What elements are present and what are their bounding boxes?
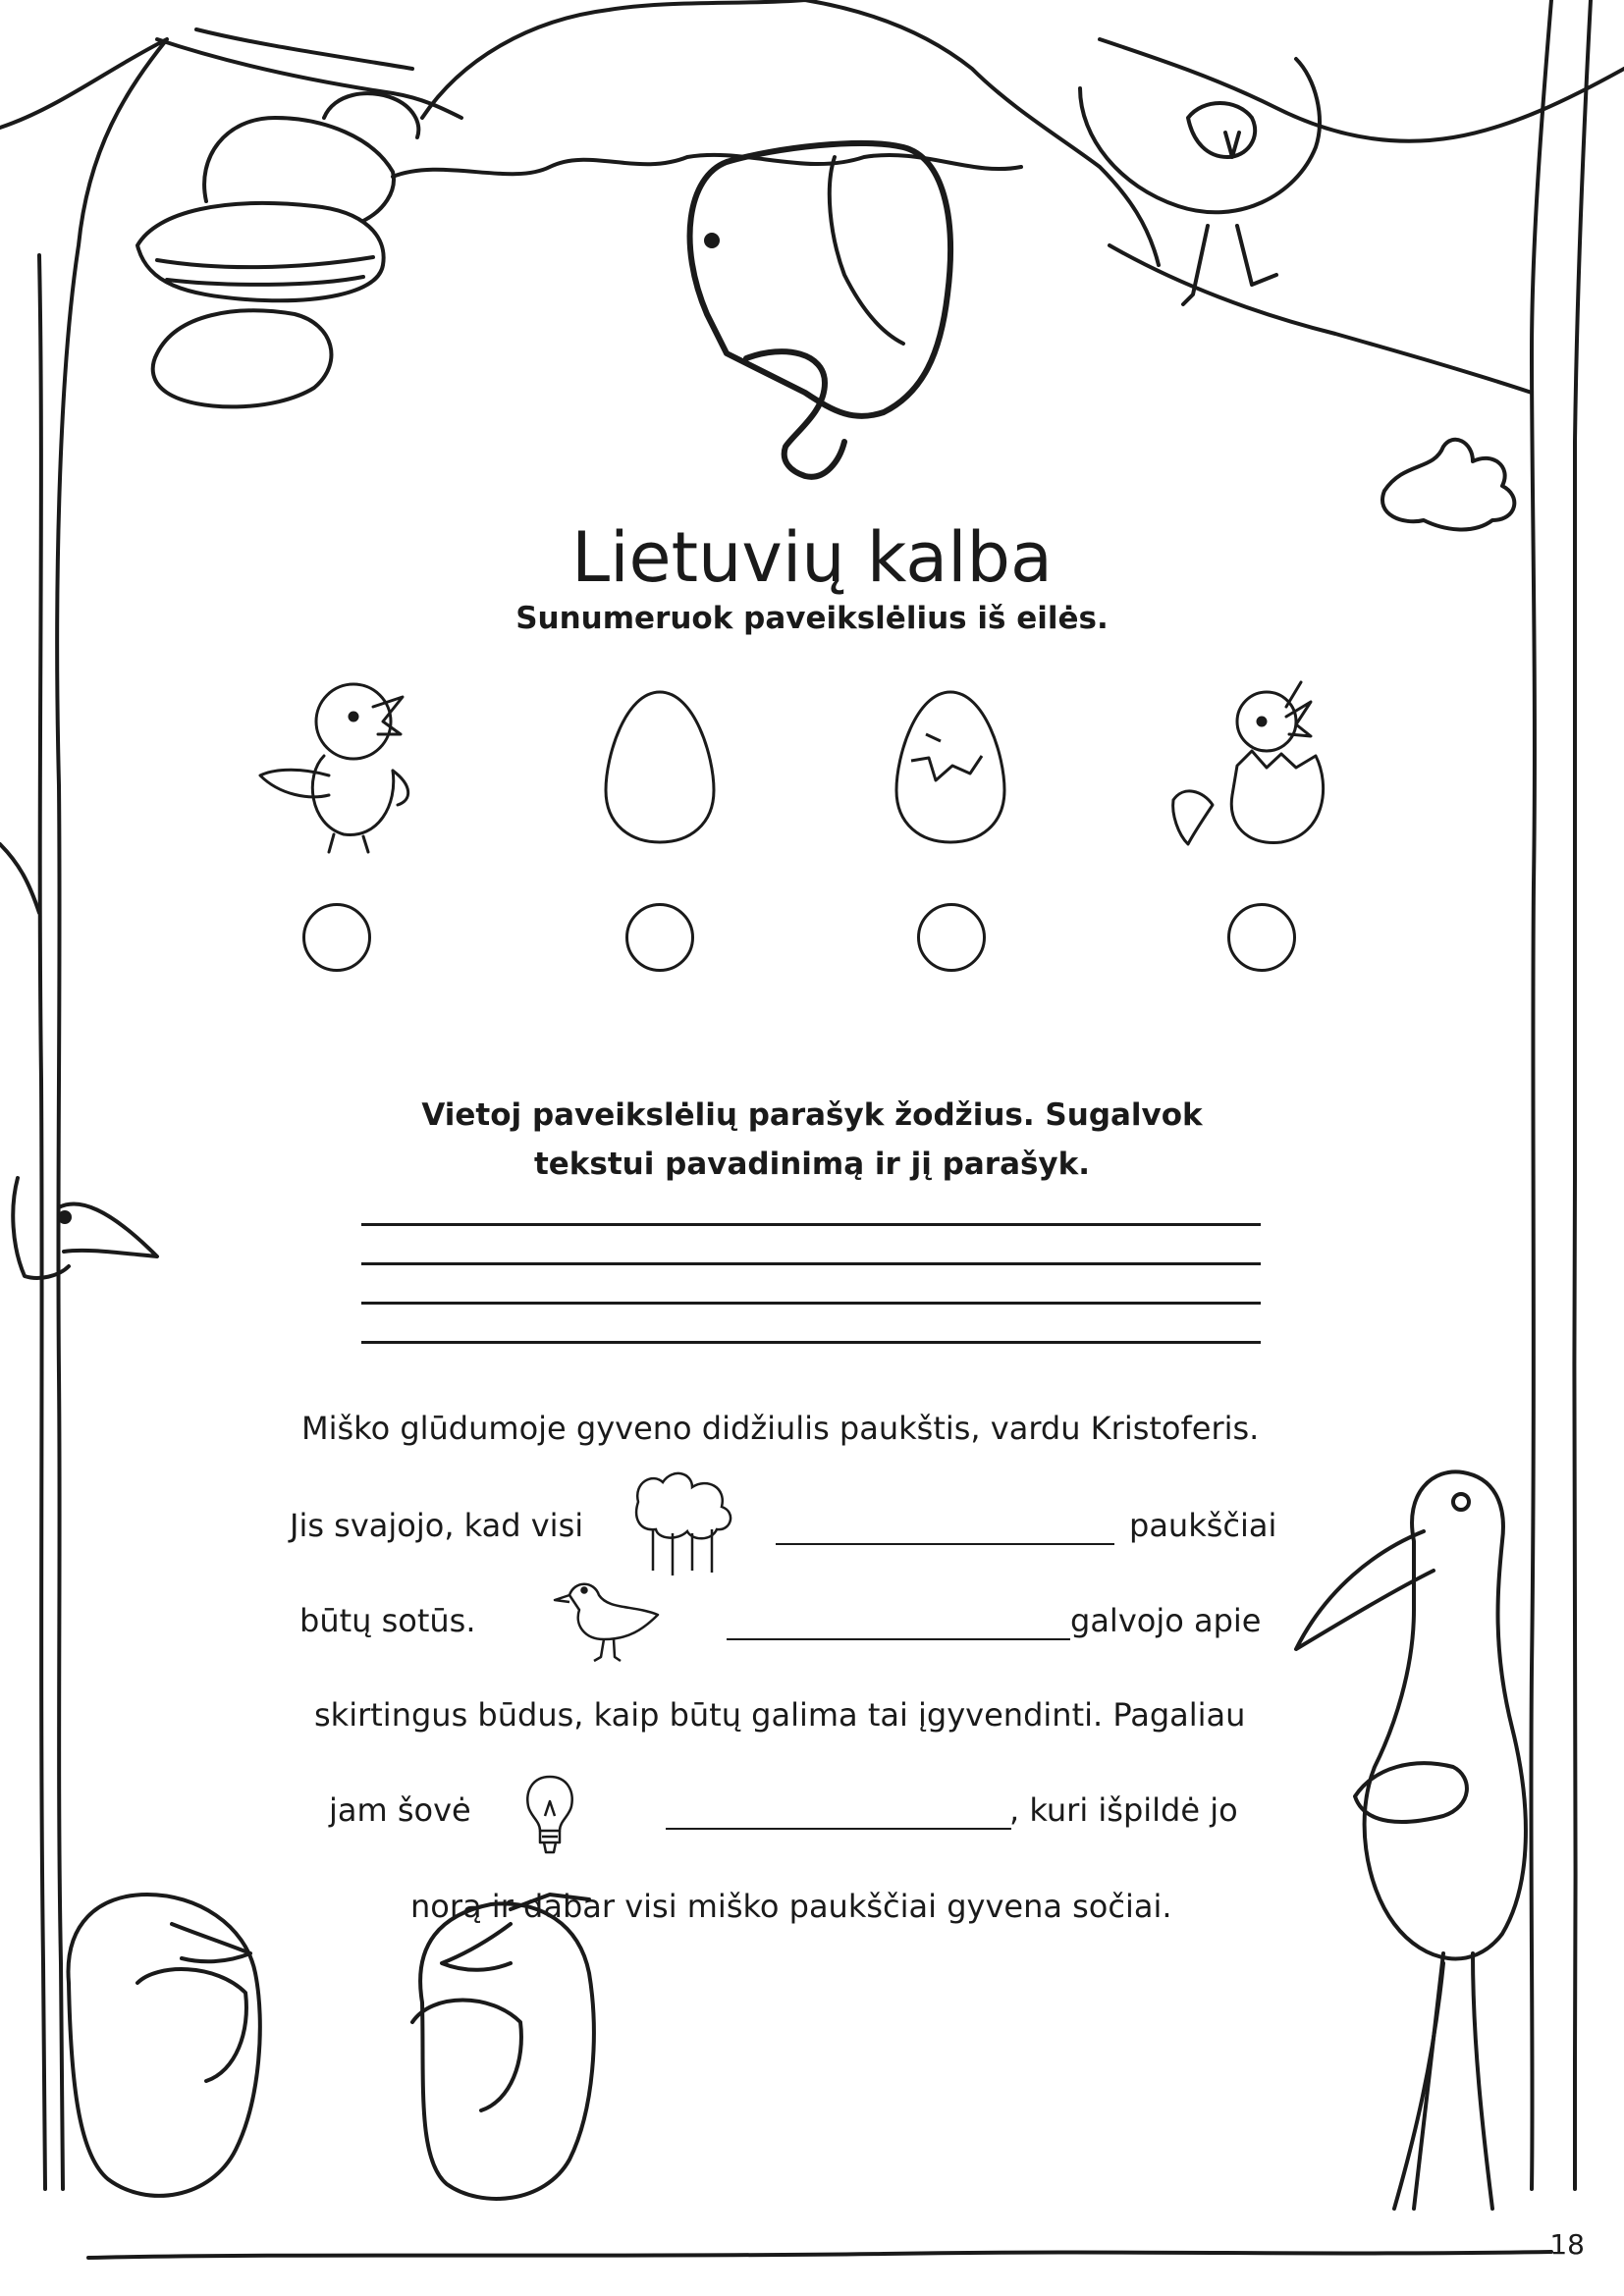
page-number: 18 xyxy=(1549,2228,1585,2261)
canopy-icon xyxy=(422,0,1159,265)
title-writing-line-3[interactable] xyxy=(361,1302,1261,1305)
story-line-5-start: jam šovė xyxy=(329,1791,471,1829)
elephant-head-icon xyxy=(690,143,950,477)
number-circle-3[interactable] xyxy=(917,903,986,972)
story-line-6: norą ir dabar visi miško paukščiai gyvena sočiai. xyxy=(410,1888,1172,1925)
blank-answer-3[interactable] xyxy=(666,1796,1011,1830)
light-bulb-icon xyxy=(520,1772,579,1860)
heron-icon xyxy=(1296,1471,1526,2209)
trees-icon xyxy=(628,1463,746,1580)
number-circle-4[interactable] xyxy=(1227,903,1296,972)
number-circle-1[interactable] xyxy=(302,903,371,972)
blank-answer-1[interactable] xyxy=(776,1512,1114,1545)
hatching-chick-icon xyxy=(1164,677,1340,854)
story-line-2-start: Jis svajojo, kad visi xyxy=(290,1507,584,1544)
egg-icon xyxy=(601,687,719,844)
cracked-egg-icon xyxy=(892,687,1009,844)
chick-icon xyxy=(255,677,412,854)
leaves-icon xyxy=(1382,440,1514,530)
task1-instruction: Sunumeruok paveikslėlius iš eilės. xyxy=(515,601,1109,636)
number-circle-2[interactable] xyxy=(625,903,694,972)
story-line-3-end: galvojo apie xyxy=(1070,1602,1262,1639)
bird-nest-icon xyxy=(137,93,418,406)
story-line-1: Miško glūdumoje gyveno didžiulis paukštis, vardu Kristoferis. xyxy=(301,1410,1260,1447)
page-title: Lietuvių kalba xyxy=(571,516,1053,598)
story-line-5-end: , kuri išpildė jo xyxy=(1009,1791,1238,1829)
blank-answer-2[interactable] xyxy=(727,1607,1070,1640)
story-line-2-end: paukščiai xyxy=(1129,1507,1277,1544)
story-line-4: skirtingus būdus, kaip būtų galima tai įgyvendinti. Pagaliau xyxy=(314,1696,1246,1734)
task2-instruction-line1: Vietoj paveikslėlių parašyk žodžius. Sugalvok xyxy=(421,1097,1203,1133)
task2-instruction-line2: tekstui pavadinimą ir jį parašyk. xyxy=(533,1147,1091,1182)
story-line-3-start: būtų sotūs. xyxy=(299,1602,476,1639)
penguin-left-icon xyxy=(69,1895,260,2196)
peeking-bird-icon xyxy=(13,1178,157,1278)
title-writing-line-2[interactable] xyxy=(361,1262,1261,1265)
title-writing-line-4[interactable] xyxy=(361,1341,1261,1344)
penguin-right-icon xyxy=(412,1895,594,2199)
title-writing-line-1[interactable] xyxy=(361,1223,1261,1226)
bird-icon xyxy=(550,1571,668,1669)
